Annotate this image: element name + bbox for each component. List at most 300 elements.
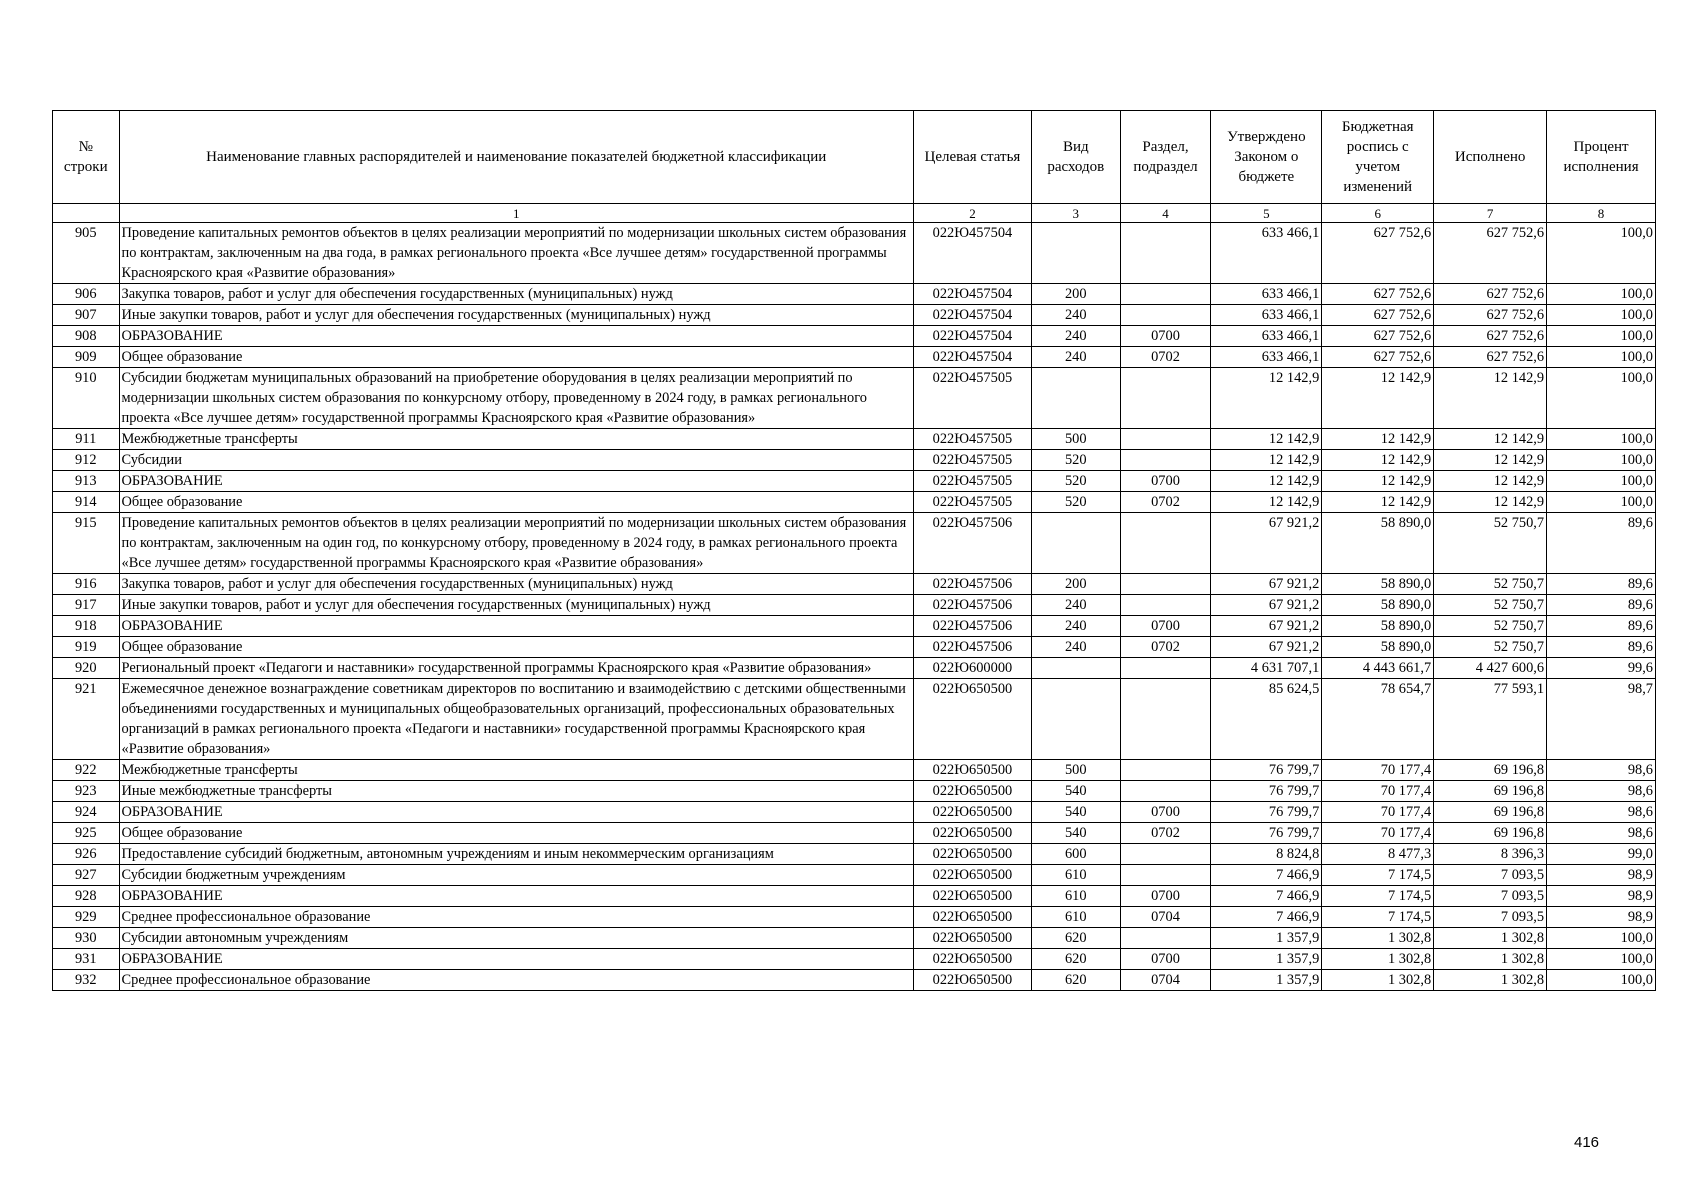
executed-amount-cell: 52 750,7 bbox=[1434, 595, 1547, 616]
row-number-cell: 919 bbox=[53, 637, 120, 658]
section-cell bbox=[1120, 760, 1211, 781]
row-number-cell: 918 bbox=[53, 616, 120, 637]
header-section: Раздел, подраздел bbox=[1120, 111, 1211, 204]
column-number-blank bbox=[53, 204, 120, 223]
approved-amount-cell: 67 921,2 bbox=[1211, 616, 1322, 637]
row-number-cell: 928 bbox=[53, 886, 120, 907]
target-article-cell: 022Ю650500 bbox=[913, 886, 1031, 907]
budget-list-amount-cell: 627 752,6 bbox=[1322, 347, 1434, 368]
header-row-number: № строки bbox=[53, 111, 120, 204]
target-article-cell: 022Ю650500 bbox=[913, 823, 1031, 844]
row-number-cell: 926 bbox=[53, 844, 120, 865]
table-row bbox=[53, 823, 1656, 844]
indicator-name-cell: Субсидии бюджетам муниципальных образований на приобретение оборудования в целях реализации мероприятий по модернизации школьных систем образования по конкурсному отбору, проведенному в 2024 году, в рамках регионального проекта «Все лучшее детям» государственной программы Красноярского края «Развитие образования» bbox=[119, 368, 913, 429]
approved-amount-cell: 7 466,9 bbox=[1211, 907, 1322, 928]
percent-cell: 98,9 bbox=[1547, 886, 1656, 907]
column-number: 2 bbox=[913, 204, 1031, 223]
row-number-cell: 910 bbox=[53, 368, 120, 429]
expense-type-cell: 610 bbox=[1031, 907, 1120, 928]
percent-cell: 100,0 bbox=[1547, 949, 1656, 970]
table-row bbox=[53, 760, 1656, 781]
approved-amount-cell: 8 824,8 bbox=[1211, 844, 1322, 865]
section-cell bbox=[1120, 865, 1211, 886]
executed-amount-cell: 627 752,6 bbox=[1434, 326, 1547, 347]
target-article-cell: 022Ю650500 bbox=[913, 844, 1031, 865]
target-article-cell: 022Ю650500 bbox=[913, 949, 1031, 970]
column-number: 1 bbox=[119, 204, 913, 223]
row-number-cell: 923 bbox=[53, 781, 120, 802]
budget-list-amount-cell: 627 752,6 bbox=[1322, 284, 1434, 305]
percent-cell: 98,6 bbox=[1547, 802, 1656, 823]
percent-cell: 98,9 bbox=[1547, 865, 1656, 886]
table-row bbox=[53, 802, 1656, 823]
percent-cell: 100,0 bbox=[1547, 471, 1656, 492]
approved-amount-cell: 67 921,2 bbox=[1211, 513, 1322, 574]
approved-amount-cell: 76 799,7 bbox=[1211, 760, 1322, 781]
expense-type-cell bbox=[1031, 658, 1120, 679]
expense-type-cell: 610 bbox=[1031, 886, 1120, 907]
column-number: 4 bbox=[1120, 204, 1211, 223]
column-number: 6 bbox=[1322, 204, 1434, 223]
section-cell bbox=[1120, 450, 1211, 471]
table-row bbox=[53, 886, 1656, 907]
section-cell bbox=[1120, 928, 1211, 949]
row-number-cell: 917 bbox=[53, 595, 120, 616]
target-article-cell: 022Ю457504 bbox=[913, 284, 1031, 305]
row-number-cell: 914 bbox=[53, 492, 120, 513]
budget-list-amount-cell: 7 174,5 bbox=[1322, 886, 1434, 907]
budget-list-amount-cell: 8 477,3 bbox=[1322, 844, 1434, 865]
budget-list-amount-cell: 78 654,7 bbox=[1322, 679, 1434, 760]
header-target-article: Целевая статья bbox=[913, 111, 1031, 204]
expense-type-cell: 610 bbox=[1031, 865, 1120, 886]
row-number-cell: 921 bbox=[53, 679, 120, 760]
executed-amount-cell: 8 396,3 bbox=[1434, 844, 1547, 865]
percent-cell: 89,6 bbox=[1547, 616, 1656, 637]
executed-amount-cell: 69 196,8 bbox=[1434, 802, 1547, 823]
row-number-cell: 912 bbox=[53, 450, 120, 471]
table-row bbox=[53, 471, 1656, 492]
indicator-name-cell: Общее образование bbox=[119, 823, 913, 844]
approved-amount-cell: 633 466,1 bbox=[1211, 305, 1322, 326]
expense-type-cell: 540 bbox=[1031, 781, 1120, 802]
target-article-cell: 022Ю650500 bbox=[913, 865, 1031, 886]
header-approved: Утверждено Законом о бюджете bbox=[1211, 111, 1322, 204]
expense-type-cell bbox=[1031, 513, 1120, 574]
table-row bbox=[53, 844, 1656, 865]
target-article-cell: 022Ю457506 bbox=[913, 616, 1031, 637]
expense-type-cell: 200 bbox=[1031, 284, 1120, 305]
percent-cell: 99,6 bbox=[1547, 658, 1656, 679]
section-cell bbox=[1120, 658, 1211, 679]
budget-list-amount-cell: 58 890,0 bbox=[1322, 513, 1434, 574]
percent-cell: 100,0 bbox=[1547, 928, 1656, 949]
percent-cell: 100,0 bbox=[1547, 368, 1656, 429]
budget-list-amount-cell: 1 302,8 bbox=[1322, 970, 1434, 991]
section-cell bbox=[1120, 429, 1211, 450]
indicator-name-cell: Закупка товаров, работ и услуг для обеспечения государственных (муниципальных) нужд bbox=[119, 574, 913, 595]
indicator-name-cell: Среднее профессиональное образование bbox=[119, 970, 913, 991]
executed-amount-cell: 12 142,9 bbox=[1434, 450, 1547, 471]
budget-list-amount-cell: 58 890,0 bbox=[1322, 574, 1434, 595]
column-number: 3 bbox=[1031, 204, 1120, 223]
section-cell: 0704 bbox=[1120, 907, 1211, 928]
budget-list-amount-cell: 627 752,6 bbox=[1322, 305, 1434, 326]
table-row bbox=[53, 781, 1656, 802]
table-row bbox=[53, 368, 1656, 429]
percent-cell: 100,0 bbox=[1547, 347, 1656, 368]
approved-amount-cell: 1 357,9 bbox=[1211, 949, 1322, 970]
section-cell bbox=[1120, 284, 1211, 305]
table-row bbox=[53, 574, 1656, 595]
row-number-cell: 906 bbox=[53, 284, 120, 305]
executed-amount-cell: 1 302,8 bbox=[1434, 928, 1547, 949]
column-number-row bbox=[53, 204, 1656, 223]
budget-table-sheet bbox=[52, 110, 1656, 991]
approved-amount-cell: 7 466,9 bbox=[1211, 886, 1322, 907]
approved-amount-cell: 1 357,9 bbox=[1211, 970, 1322, 991]
executed-amount-cell: 69 196,8 bbox=[1434, 823, 1547, 844]
approved-amount-cell: 67 921,2 bbox=[1211, 595, 1322, 616]
section-cell: 0702 bbox=[1120, 492, 1211, 513]
percent-cell: 100,0 bbox=[1547, 284, 1656, 305]
section-cell bbox=[1120, 305, 1211, 326]
percent-cell: 99,0 bbox=[1547, 844, 1656, 865]
column-number: 5 bbox=[1211, 204, 1322, 223]
indicator-name-cell: Субсидии бюджетным учреждениям bbox=[119, 865, 913, 886]
expense-type-cell: 520 bbox=[1031, 450, 1120, 471]
percent-cell: 89,6 bbox=[1547, 637, 1656, 658]
approved-amount-cell: 7 466,9 bbox=[1211, 865, 1322, 886]
expense-type-cell: 200 bbox=[1031, 574, 1120, 595]
section-cell bbox=[1120, 223, 1211, 284]
percent-cell: 89,6 bbox=[1547, 595, 1656, 616]
approved-amount-cell: 1 357,9 bbox=[1211, 928, 1322, 949]
target-article-cell: 022Ю650500 bbox=[913, 970, 1031, 991]
section-cell bbox=[1120, 595, 1211, 616]
section-cell: 0700 bbox=[1120, 326, 1211, 347]
target-article-cell: 022Ю650500 bbox=[913, 760, 1031, 781]
section-cell bbox=[1120, 844, 1211, 865]
executed-amount-cell: 627 752,6 bbox=[1434, 305, 1547, 326]
row-number-cell: 924 bbox=[53, 802, 120, 823]
indicator-name-cell: Общее образование bbox=[119, 637, 913, 658]
budget-list-amount-cell: 12 142,9 bbox=[1322, 368, 1434, 429]
budget-list-amount-cell: 7 174,5 bbox=[1322, 865, 1434, 886]
target-article-cell: 022Ю457506 bbox=[913, 637, 1031, 658]
indicator-name-cell: Проведение капитальных ремонтов объектов в целях реализации мероприятий по модернизации школьных систем образования по контрактам, заключенным на один год, по конкурсному отбору, проведенному в 2024 году, в рамках регионального проекта «Все лучшее детям» государственной программы Красноярского края «Развитие образования» bbox=[119, 513, 913, 574]
table-row bbox=[53, 595, 1656, 616]
expense-type-cell: 500 bbox=[1031, 429, 1120, 450]
expense-type-cell: 620 bbox=[1031, 928, 1120, 949]
indicator-name-cell: Иные закупки товаров, работ и услуг для обеспечения государственных (муниципальных) нужд bbox=[119, 305, 913, 326]
row-number-cell: 907 bbox=[53, 305, 120, 326]
expense-type-cell: 600 bbox=[1031, 844, 1120, 865]
row-number-cell: 909 bbox=[53, 347, 120, 368]
table-row bbox=[53, 616, 1656, 637]
expense-type-cell: 520 bbox=[1031, 471, 1120, 492]
indicator-name-cell: Межбюджетные трансферты bbox=[119, 429, 913, 450]
approved-amount-cell: 633 466,1 bbox=[1211, 347, 1322, 368]
table-row bbox=[53, 429, 1656, 450]
percent-cell: 98,6 bbox=[1547, 781, 1656, 802]
executed-amount-cell: 52 750,7 bbox=[1434, 574, 1547, 595]
table-row bbox=[53, 284, 1656, 305]
target-article-cell: 022Ю457505 bbox=[913, 429, 1031, 450]
percent-cell: 89,6 bbox=[1547, 513, 1656, 574]
target-article-cell: 022Ю457506 bbox=[913, 574, 1031, 595]
target-article-cell: 022Ю457504 bbox=[913, 223, 1031, 284]
expense-type-cell: 240 bbox=[1031, 305, 1120, 326]
table-row bbox=[53, 865, 1656, 886]
indicator-name-cell: ОБРАЗОВАНИЕ bbox=[119, 471, 913, 492]
section-cell: 0700 bbox=[1120, 886, 1211, 907]
table-row bbox=[53, 513, 1656, 574]
budget-list-amount-cell: 70 177,4 bbox=[1322, 781, 1434, 802]
budget-list-amount-cell: 12 142,9 bbox=[1322, 492, 1434, 513]
budget-list-amount-cell: 58 890,0 bbox=[1322, 595, 1434, 616]
approved-amount-cell: 12 142,9 bbox=[1211, 471, 1322, 492]
section-cell: 0700 bbox=[1120, 949, 1211, 970]
table-row bbox=[53, 928, 1656, 949]
approved-amount-cell: 76 799,7 bbox=[1211, 802, 1322, 823]
section-cell bbox=[1120, 679, 1211, 760]
section-cell: 0704 bbox=[1120, 970, 1211, 991]
percent-cell: 100,0 bbox=[1547, 970, 1656, 991]
indicator-name-cell: Иные закупки товаров, работ и услуг для обеспечения государственных (муниципальных) нужд bbox=[119, 595, 913, 616]
executed-amount-cell: 69 196,8 bbox=[1434, 781, 1547, 802]
row-number-cell: 929 bbox=[53, 907, 120, 928]
row-number-cell: 915 bbox=[53, 513, 120, 574]
budget-list-amount-cell: 58 890,0 bbox=[1322, 616, 1434, 637]
budget-list-amount-cell: 7 174,5 bbox=[1322, 907, 1434, 928]
executed-amount-cell: 12 142,9 bbox=[1434, 492, 1547, 513]
row-number-cell: 916 bbox=[53, 574, 120, 595]
column-number: 8 bbox=[1547, 204, 1656, 223]
budget-list-amount-cell: 12 142,9 bbox=[1322, 471, 1434, 492]
row-number-cell: 927 bbox=[53, 865, 120, 886]
header-expense-type: Вид расходов bbox=[1031, 111, 1120, 204]
executed-amount-cell: 4 427 600,6 bbox=[1434, 658, 1547, 679]
row-number-cell: 905 bbox=[53, 223, 120, 284]
budget-list-amount-cell: 70 177,4 bbox=[1322, 802, 1434, 823]
budget-list-amount-cell: 4 443 661,7 bbox=[1322, 658, 1434, 679]
executed-amount-cell: 12 142,9 bbox=[1434, 429, 1547, 450]
executed-amount-cell: 69 196,8 bbox=[1434, 760, 1547, 781]
expense-type-cell: 520 bbox=[1031, 492, 1120, 513]
executed-amount-cell: 12 142,9 bbox=[1434, 471, 1547, 492]
expense-type-cell: 240 bbox=[1031, 616, 1120, 637]
approved-amount-cell: 4 631 707,1 bbox=[1211, 658, 1322, 679]
approved-amount-cell: 12 142,9 bbox=[1211, 492, 1322, 513]
budget-list-amount-cell: 70 177,4 bbox=[1322, 823, 1434, 844]
budget-list-amount-cell: 70 177,4 bbox=[1322, 760, 1434, 781]
header-row bbox=[53, 111, 1656, 204]
budget-execution-table bbox=[52, 110, 1656, 991]
indicator-name-cell: Региональный проект «Педагоги и наставники» государственной программы Красноярского края «Развитие образования» bbox=[119, 658, 913, 679]
expense-type-cell: 240 bbox=[1031, 637, 1120, 658]
indicator-name-cell: Ежемесячное денежное вознаграждение советникам директоров по воспитанию и взаимодействию с детскими общественными объединениями государственных и муниципальных общеобразовательных организаций, профессиональных образовательных организаций в рамках регионального проекта «Педагоги и наставники» государственной программы Красноярского края «Развитие образования» bbox=[119, 679, 913, 760]
indicator-name-cell: ОБРАЗОВАНИЕ bbox=[119, 326, 913, 347]
table-row bbox=[53, 492, 1656, 513]
expense-type-cell: 240 bbox=[1031, 326, 1120, 347]
row-number-cell: 925 bbox=[53, 823, 120, 844]
expense-type-cell: 540 bbox=[1031, 802, 1120, 823]
section-cell bbox=[1120, 574, 1211, 595]
section-cell bbox=[1120, 513, 1211, 574]
target-article-cell: 022Ю457505 bbox=[913, 368, 1031, 429]
target-article-cell: 022Ю650500 bbox=[913, 907, 1031, 928]
executed-amount-cell: 627 752,6 bbox=[1434, 284, 1547, 305]
row-number-cell: 908 bbox=[53, 326, 120, 347]
section-cell: 0702 bbox=[1120, 637, 1211, 658]
executed-amount-cell: 7 093,5 bbox=[1434, 886, 1547, 907]
budget-list-amount-cell: 58 890,0 bbox=[1322, 637, 1434, 658]
section-cell bbox=[1120, 368, 1211, 429]
expense-type-cell: 540 bbox=[1031, 823, 1120, 844]
percent-cell: 98,6 bbox=[1547, 823, 1656, 844]
indicator-name-cell: Закупка товаров, работ и услуг для обеспечения государственных (муниципальных) нужд bbox=[119, 284, 913, 305]
approved-amount-cell: 76 799,7 bbox=[1211, 781, 1322, 802]
row-number-cell: 911 bbox=[53, 429, 120, 450]
indicator-name-cell: ОБРАЗОВАНИЕ bbox=[119, 886, 913, 907]
target-article-cell: 022Ю457505 bbox=[913, 492, 1031, 513]
indicator-name-cell: ОБРАЗОВАНИЕ bbox=[119, 949, 913, 970]
target-article-cell: 022Ю457505 bbox=[913, 471, 1031, 492]
table-row bbox=[53, 679, 1656, 760]
target-article-cell: 022Ю457505 bbox=[913, 450, 1031, 471]
executed-amount-cell: 7 093,5 bbox=[1434, 907, 1547, 928]
executed-amount-cell: 627 752,6 bbox=[1434, 347, 1547, 368]
approved-amount-cell: 633 466,1 bbox=[1211, 326, 1322, 347]
indicator-name-cell: Среднее профессиональное образование bbox=[119, 907, 913, 928]
executed-amount-cell: 7 093,5 bbox=[1434, 865, 1547, 886]
table-row bbox=[53, 637, 1656, 658]
indicator-name-cell: Общее образование bbox=[119, 492, 913, 513]
approved-amount-cell: 67 921,2 bbox=[1211, 637, 1322, 658]
percent-cell: 98,7 bbox=[1547, 679, 1656, 760]
percent-cell: 100,0 bbox=[1547, 305, 1656, 326]
table-row bbox=[53, 658, 1656, 679]
section-cell: 0700 bbox=[1120, 802, 1211, 823]
table-row bbox=[53, 305, 1656, 326]
budget-list-amount-cell: 12 142,9 bbox=[1322, 429, 1434, 450]
indicator-name-cell: Предоставление субсидий бюджетным, автономным учреждениям и иным некоммерческим организациям bbox=[119, 844, 913, 865]
budget-list-amount-cell: 1 302,8 bbox=[1322, 949, 1434, 970]
approved-amount-cell: 76 799,7 bbox=[1211, 823, 1322, 844]
budget-list-amount-cell: 627 752,6 bbox=[1322, 223, 1434, 284]
table-row bbox=[53, 949, 1656, 970]
indicator-name-cell: ОБРАЗОВАНИЕ bbox=[119, 616, 913, 637]
budget-list-amount-cell: 1 302,8 bbox=[1322, 928, 1434, 949]
expense-type-cell bbox=[1031, 368, 1120, 429]
approved-amount-cell: 633 466,1 bbox=[1211, 223, 1322, 284]
target-article-cell: 022Ю650500 bbox=[913, 781, 1031, 802]
indicator-name-cell: Субсидии автономным учреждениям bbox=[119, 928, 913, 949]
table-row bbox=[53, 223, 1656, 284]
section-cell: 0702 bbox=[1120, 823, 1211, 844]
executed-amount-cell: 52 750,7 bbox=[1434, 637, 1547, 658]
executed-amount-cell: 52 750,7 bbox=[1434, 616, 1547, 637]
executed-amount-cell: 52 750,7 bbox=[1434, 513, 1547, 574]
executed-amount-cell: 77 593,1 bbox=[1434, 679, 1547, 760]
percent-cell: 98,9 bbox=[1547, 907, 1656, 928]
row-number-cell: 930 bbox=[53, 928, 120, 949]
target-article-cell: 022Ю457504 bbox=[913, 305, 1031, 326]
indicator-name-cell: Общее образование bbox=[119, 347, 913, 368]
table-body bbox=[53, 223, 1656, 991]
header-name: Наименование главных распорядителей и наименование показателей бюджетной классификации bbox=[119, 111, 913, 204]
table-row bbox=[53, 907, 1656, 928]
target-article-cell: 022Ю457506 bbox=[913, 513, 1031, 574]
page-number: 416 bbox=[1574, 1134, 1600, 1151]
table-row bbox=[53, 450, 1656, 471]
percent-cell: 98,6 bbox=[1547, 760, 1656, 781]
target-article-cell: 022Ю457504 bbox=[913, 326, 1031, 347]
percent-cell: 89,6 bbox=[1547, 574, 1656, 595]
approved-amount-cell: 12 142,9 bbox=[1211, 368, 1322, 429]
expense-type-cell: 620 bbox=[1031, 970, 1120, 991]
expense-type-cell bbox=[1031, 223, 1120, 284]
target-article-cell: 022Ю457504 bbox=[913, 347, 1031, 368]
header-executed: Исполнено bbox=[1434, 111, 1547, 204]
expense-type-cell: 620 bbox=[1031, 949, 1120, 970]
executed-amount-cell: 1 302,8 bbox=[1434, 949, 1547, 970]
budget-list-amount-cell: 627 752,6 bbox=[1322, 326, 1434, 347]
indicator-name-cell: Иные межбюджетные трансферты bbox=[119, 781, 913, 802]
table-row bbox=[53, 347, 1656, 368]
section-cell bbox=[1120, 781, 1211, 802]
approved-amount-cell: 12 142,9 bbox=[1211, 429, 1322, 450]
approved-amount-cell: 633 466,1 bbox=[1211, 284, 1322, 305]
section-cell: 0702 bbox=[1120, 347, 1211, 368]
target-article-cell: 022Ю650500 bbox=[913, 679, 1031, 760]
indicator-name-cell: Субсидии bbox=[119, 450, 913, 471]
table-row bbox=[53, 326, 1656, 347]
column-number: 7 bbox=[1434, 204, 1547, 223]
row-number-cell: 922 bbox=[53, 760, 120, 781]
row-number-cell: 920 bbox=[53, 658, 120, 679]
expense-type-cell: 240 bbox=[1031, 347, 1120, 368]
row-number-cell: 931 bbox=[53, 949, 120, 970]
header-percent: Процент исполнения bbox=[1547, 111, 1656, 204]
row-number-cell: 913 bbox=[53, 471, 120, 492]
indicator-name-cell: Межбюджетные трансферты bbox=[119, 760, 913, 781]
approved-amount-cell: 12 142,9 bbox=[1211, 450, 1322, 471]
target-article-cell: 022Ю457506 bbox=[913, 595, 1031, 616]
section-cell: 0700 bbox=[1120, 471, 1211, 492]
executed-amount-cell: 1 302,8 bbox=[1434, 970, 1547, 991]
executed-amount-cell: 12 142,9 bbox=[1434, 368, 1547, 429]
header-budget-list: Бюджетная роспись с учетом изменений bbox=[1322, 111, 1434, 204]
expense-type-cell: 240 bbox=[1031, 595, 1120, 616]
percent-cell: 100,0 bbox=[1547, 326, 1656, 347]
expense-type-cell bbox=[1031, 679, 1120, 760]
percent-cell: 100,0 bbox=[1547, 492, 1656, 513]
executed-amount-cell: 627 752,6 bbox=[1434, 223, 1547, 284]
indicator-name-cell: Проведение капитальных ремонтов объектов в целях реализации мероприятий по модернизации школьных систем образования по контрактам, заключенным на два года, в рамках регионального проекта «Все лучшее детям» государственной программы Красноярского края «Развитие образования» bbox=[119, 223, 913, 284]
approved-amount-cell: 85 624,5 bbox=[1211, 679, 1322, 760]
row-number-cell: 932 bbox=[53, 970, 120, 991]
percent-cell: 100,0 bbox=[1547, 223, 1656, 284]
target-article-cell: 022Ю650500 bbox=[913, 802, 1031, 823]
percent-cell: 100,0 bbox=[1547, 450, 1656, 471]
percent-cell: 100,0 bbox=[1547, 429, 1656, 450]
indicator-name-cell: ОБРАЗОВАНИЕ bbox=[119, 802, 913, 823]
budget-list-amount-cell: 12 142,9 bbox=[1322, 450, 1434, 471]
target-article-cell: 022Ю600000 bbox=[913, 658, 1031, 679]
approved-amount-cell: 67 921,2 bbox=[1211, 574, 1322, 595]
